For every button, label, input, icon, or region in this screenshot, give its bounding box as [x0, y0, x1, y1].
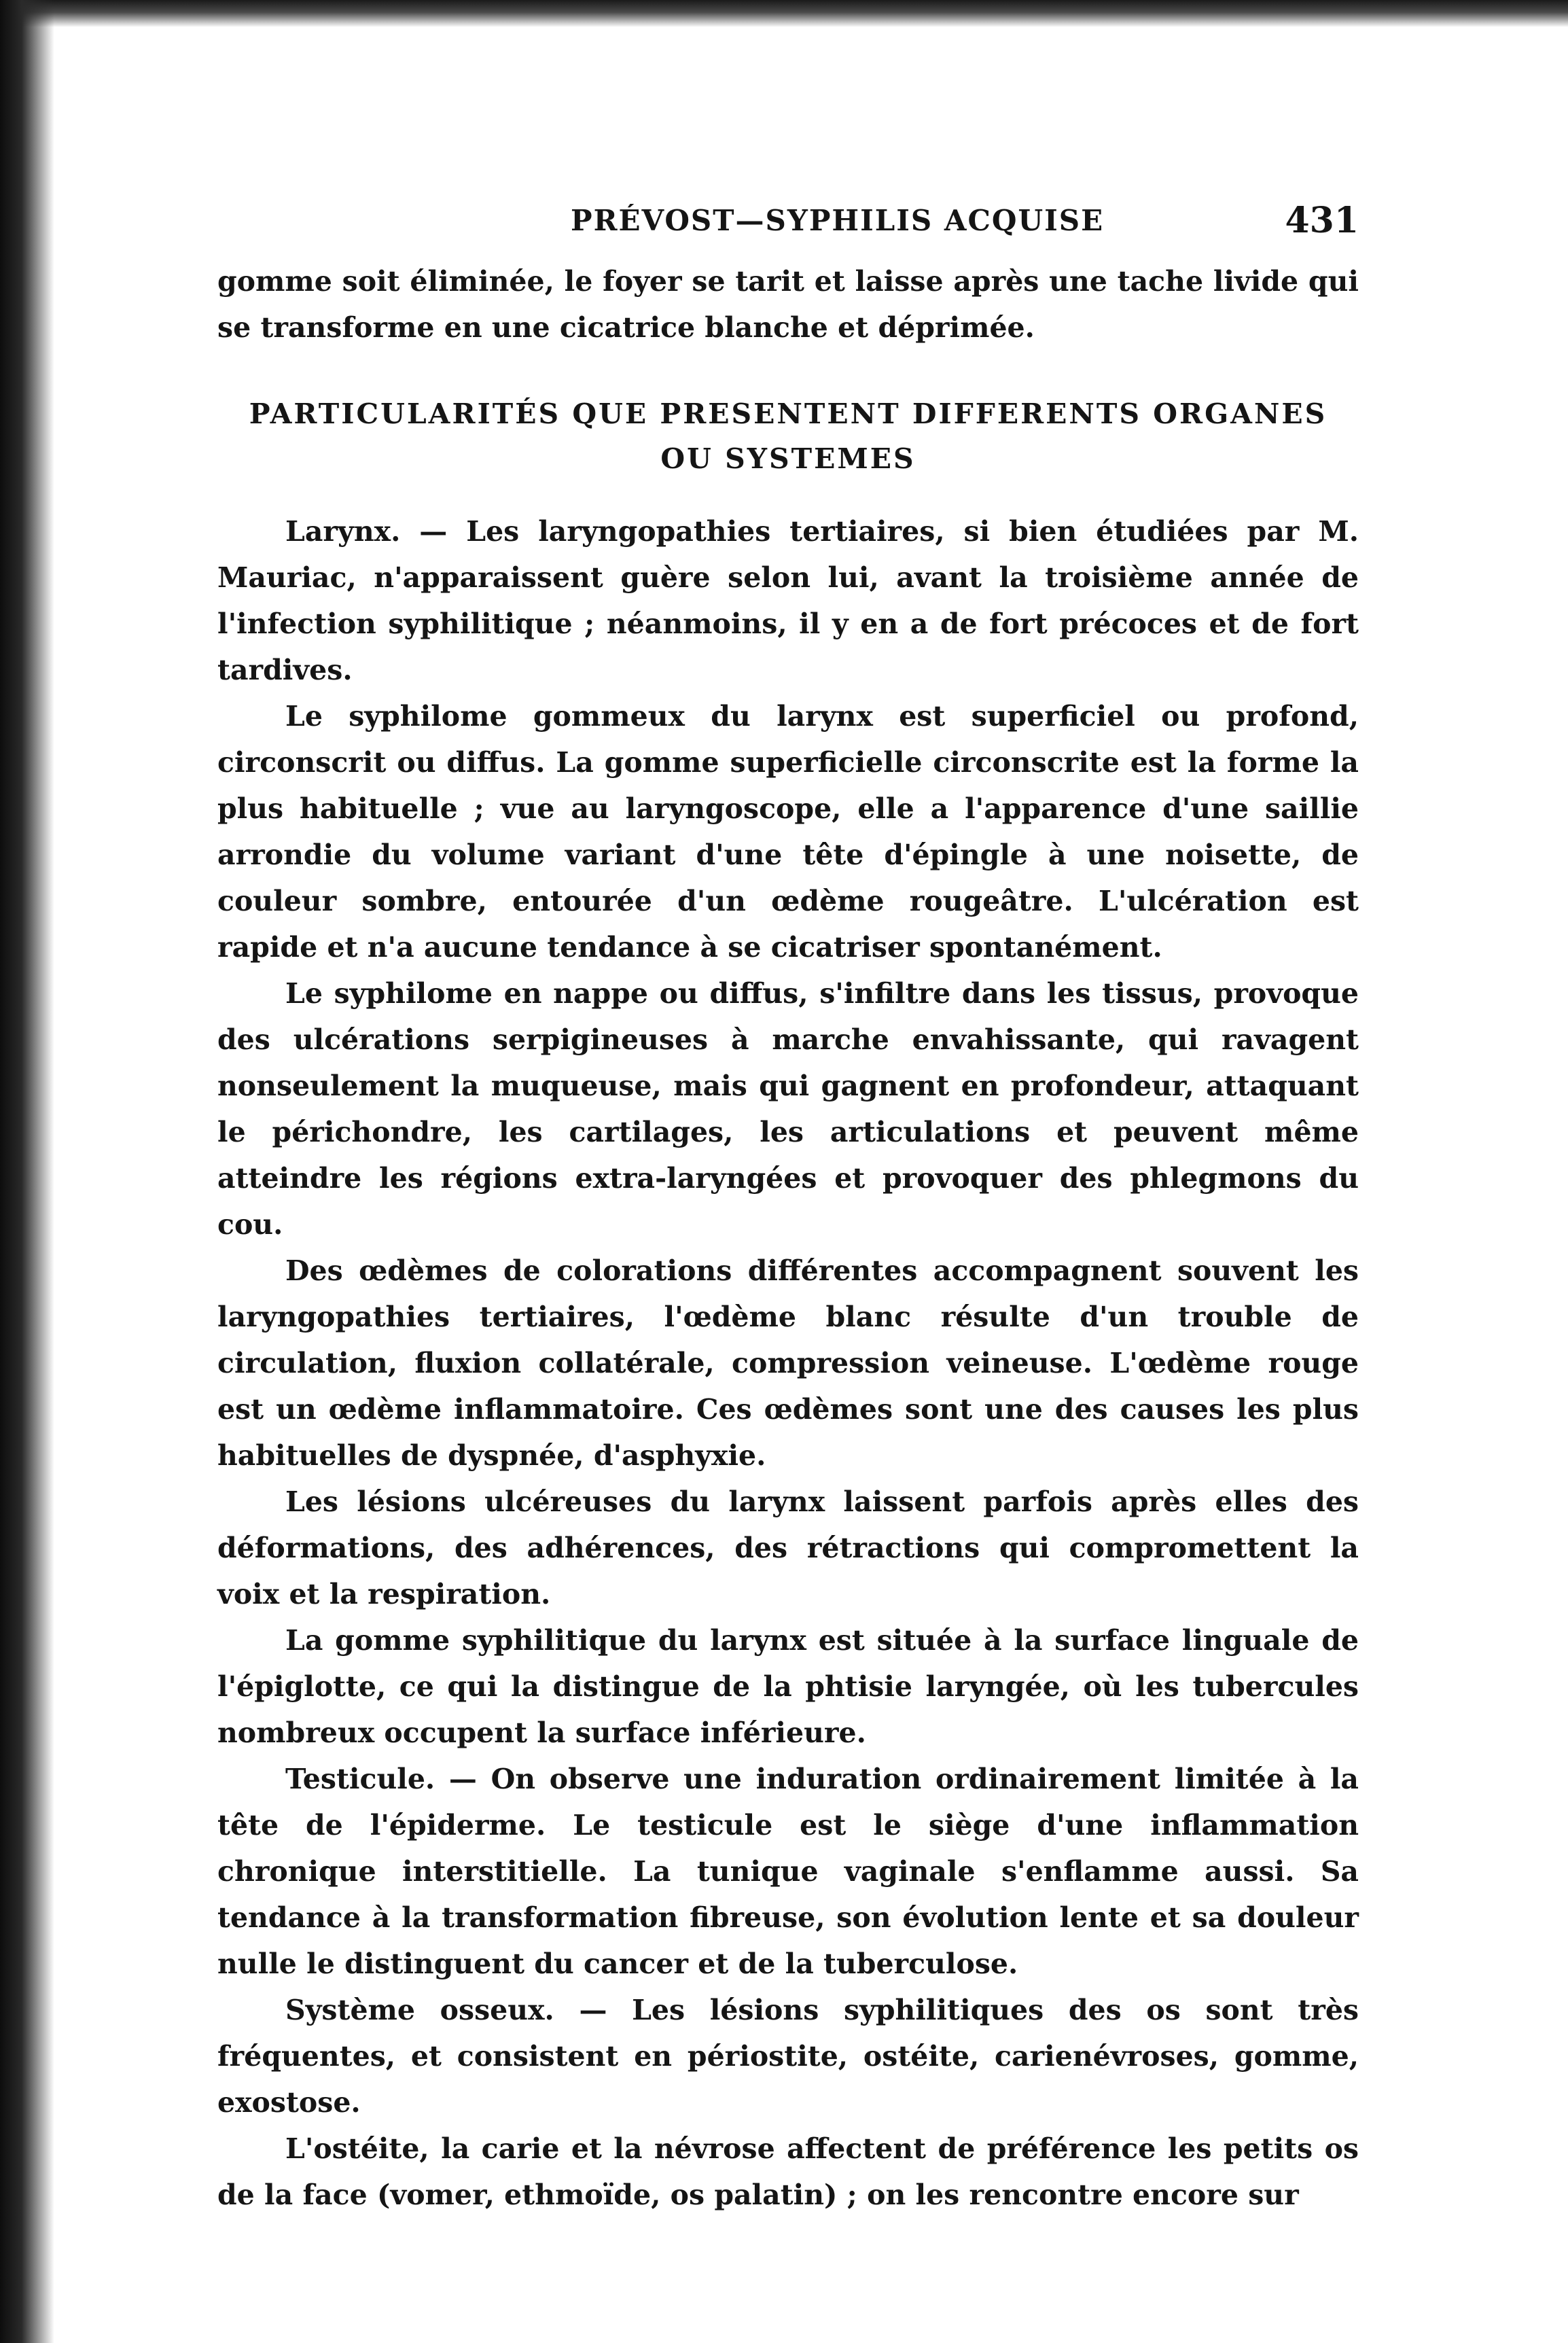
paragraph-larynx: Larynx. — Les laryngopathies tertiaires, si bien étudiées par M. Mauriac, n'apparaissent guère selon lui, avant la troisième année de l'infection syphilitique ; néanmoins, il y en a de fort précoces et de fort tardives. — [217, 515, 1359, 686]
scan-binding-edge — [0, 0, 54, 2343]
page-header — [571, 200, 1359, 258]
section-title — [217, 391, 1359, 481]
page-number: 431 — [1285, 200, 1359, 241]
paragraph-continuation: gomme soit éliminée, le foyer se tarit et laisse après une tache livide qui se transforme en une cicatrice blanche et déprimée. — [217, 265, 1359, 344]
section-title-line-1: PARTICULARITÉS QUE PRESENTENT DIFFERENTS ORGANES — [249, 398, 1328, 430]
paragraph-gomme-epiglotte: La gomme syphilitique du larynx est située à la surface linguale de l'épiglotte, ce qui la distingue de la phtisie laryngée, où les tubercules nombreux occupent la surface inférieure. — [217, 1624, 1359, 1749]
paragraph-testicule: Testicule. — On observe une induration ordinairement limitée à la tête de l'épiderme. Le testicule est le siège d'une inflammation chronique interstitielle. La tunique vaginale s'enflamme aussi. Sa tendance à la transformation fibreuse, son évolution lente et sa douleur nulle le distinguent du cancer et de la tuberculose. — [217, 1763, 1359, 1980]
paragraph-syphilome-diffus: Le syphilome en nappe ou diffus, s'infiltre dans les tissus, provoque des ulcérations serpigineuses à marche envahissante, qui ravagent nonseulement la muqueuse, mais qui gagnent en profondeur, attaquant le périchondre, les cartilages, les articulations et peuvent même atteindre les régions extra-laryngées et provoquer des phlegmons du cou. — [217, 977, 1359, 1241]
paragraph-syphilome-gommeux: Le syphilome gommeux du larynx est superficiel ou profond, circonscrit ou diffus. La gomme superficielle circonscrite est la forme la plus habituelle ; vue au laryngoscope, elle a l'apparence d'une saillie arrondie du volume variant d'une tête d'épingle à une noisette, de couleur sombre, entourée d'un œdème rougeâtre. L'ulcération est rapide et n'a aucune tendance à se cicatriser spontanément. — [217, 700, 1359, 964]
scan-top-edge — [0, 0, 1568, 27]
section-title-line-2: OU SYSTEMES — [660, 442, 916, 475]
running-head: PRÉVOST—SYPHILIS ACQUISE — [571, 204, 1105, 237]
paragraph-osteite: L'ostéite, la carie et la névrose affectent de préférence les petits os de la face (vomer, ethmoïde, os palatin) ; on les rencontre encore sur — [217, 2132, 1359, 2211]
paragraph-lesions-ulcereuses: Les lésions ulcéreuses du larynx laissent parfois après elles des déformations, des adhérences, des rétractions qui compromettent la voix et la respiration. — [217, 1485, 1359, 1610]
paragraph-systeme-osseux: Système osseux. — Les lésions syphilitiques des os sont très fréquentes, et consistent en périostite, ostéite, carienévroses, gomme, exostose. — [217, 1994, 1359, 2119]
page-body — [217, 258, 1359, 2218]
paragraph-oedemes: Des œdèmes de colorations différentes accompagnent souvent les laryngopathies tertiaires, l'œdème blanc résulte d'un trouble de circulation, fluxion collatérale, compression veineuse. L'œdème rouge est un œdème inflammatoire. Ces œdèmes sont une des causes les plus habituelles de dyspnée, d'asphyxie. — [217, 1254, 1359, 1472]
